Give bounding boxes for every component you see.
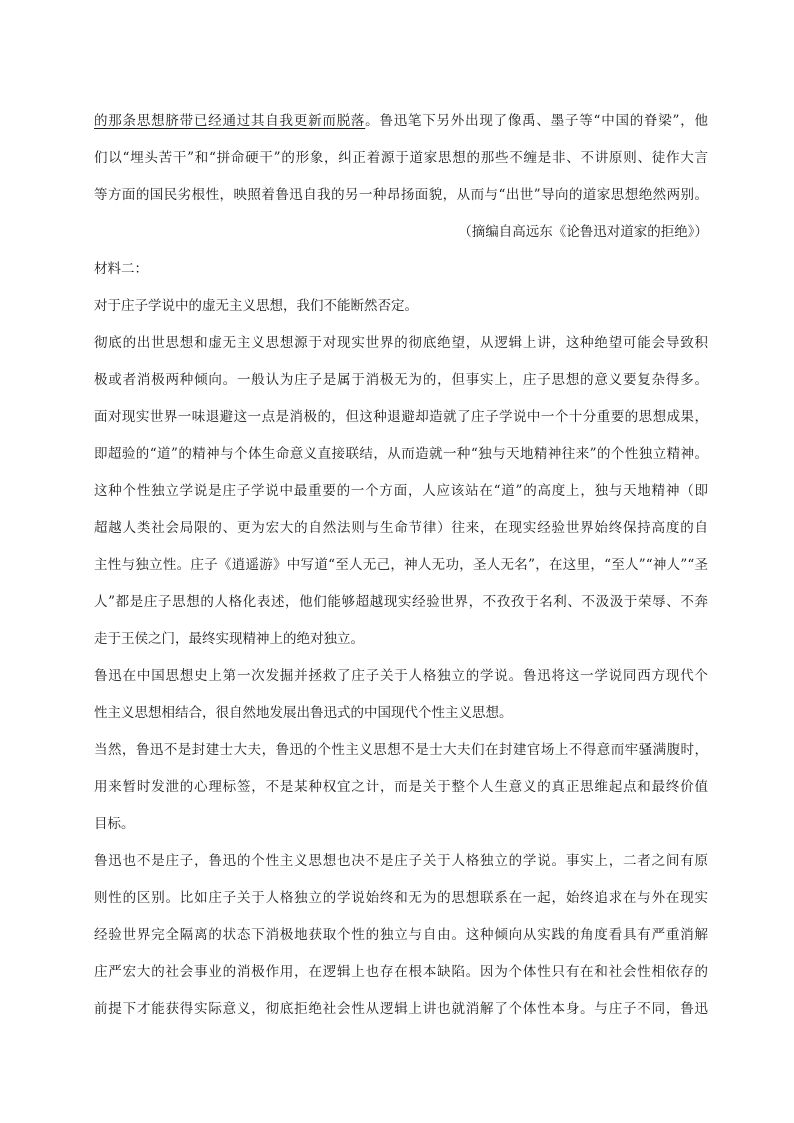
paragraph-line: 彻底的出世思想和虚无主义思想源于对现实世界的彻底绝望，从逻辑上讲，这种绝望可能会导致积: [94, 335, 708, 351]
paragraph-line: 主性与独立性。庄子《逍遥游》中写道“至人无己，神人无功，圣人无名”，在这里，“至人”“神人”“圣: [94, 557, 708, 573]
paragraph-line: [94, 106, 708, 143]
paragraph-line: 经验世界完全隔离的状态下消极地获取个性的独立与自由。这种倾向从实践的角度看具有严重消解: [94, 927, 708, 943]
paragraph-line: 则性的区别。比如庄子关于人格独立的学说始终和无为的思想联系在一起，始终追求在与外在现实: [94, 890, 708, 906]
paragraph-line: 等方面的国民劣根性，映照着鲁迅自我的另一种昂扬面貌，从而与“出世”导向的道家思想绝然两别。: [94, 187, 708, 203]
paragraph-line: 当然，鲁迅不是封建士大夫，鲁迅的个性主义思想不是士大夫们在封建官场上不得意而牢骚满腹时，: [94, 742, 708, 758]
paragraph-line: 前提下才能获得实际意义，彻底拒绝社会性从逻辑上讲也就消解了个体性本身。与庄子不同，鲁迅: [94, 1001, 708, 1017]
source-citation: （摘编自高远东《论鲁迅对道家的拒绝》）: [458, 224, 708, 240]
section-title: 材料二：: [94, 261, 148, 277]
paragraph-line: 超越人类社会局限的、更为宏大的自然法则与生命节律）往来，在现实经验世界始终保持高度的自: [94, 520, 708, 536]
paragraph-line: 性主义思想相结合，很自然地发展出鲁迅式的中国现代个性主义思想。: [94, 705, 513, 721]
paragraph-line: 极或者消极两种倾向。一般认为庄子是属于消极无为的，但事实上，庄子思想的意义要复杂得多。: [94, 372, 708, 388]
paragraph-line: 面对现实世界一味退避这一点是消极的，但这种退避却造就了庄子学说中一个十分重要的思想成果，: [94, 409, 708, 425]
paragraph-line: 鲁迅在中国思想史上第一次发掘并拯救了庄子关于人格独立的学说。鲁迅将这一学说同西方现代个: [94, 668, 708, 684]
paragraph-line: 目标。: [94, 816, 135, 832]
text-span: 。鲁迅笔下另外出现了像禹、墨子等“中国的脊梁”，他: [365, 113, 708, 129]
paragraph-line: 们以“埋头苦干”和“拼命硬干”的形象，纠正着源于道家思想的那些不缠是非、不讲原则、徒作大言: [94, 150, 708, 166]
paragraph-line: 庄严宏大的社会事业的消极作用，在逻辑上也存在根本缺陷。因为个体性只有在和社会性相依存的: [94, 964, 708, 980]
paragraph-line: 人”都是庄子思想的人格化表述，他们能够超越现实经验世界，不孜孜于名利、不汲汲于荣辱、不奔: [94, 594, 708, 610]
paragraph-line: 这种个性独立学说是庄子学说中最重要的一个方面，人应该站在“道”的高度上，独与天地精神（即: [94, 483, 708, 499]
paragraph-line: 对于庄子学说中的虚无主义思想，我们不能断然否定。: [94, 298, 418, 314]
document-page: [94, 106, 708, 1031]
paragraph-line: 用来暂时发泄的心理标签，不是某种权宜之计，而是关于整个人生意义的真正思维起点和最终价值: [94, 779, 708, 795]
paragraph-line: 走于王侯之门，最终实现精神上的绝对独立。: [94, 631, 364, 647]
underlined-text: 的那条思想脐带已经通过其自我更新而脱落: [94, 113, 366, 129]
paragraph-line: 即超验的“道”的精神与个体生命意义直接联结，从而造就一种“独与天地精神往来”的个性独立精神。: [94, 446, 708, 462]
paragraph-line: 鲁迅也不是庄子，鲁迅的个性主义思想也决不是庄子关于人格独立的学说。事实上，二者之间有原: [94, 853, 708, 869]
